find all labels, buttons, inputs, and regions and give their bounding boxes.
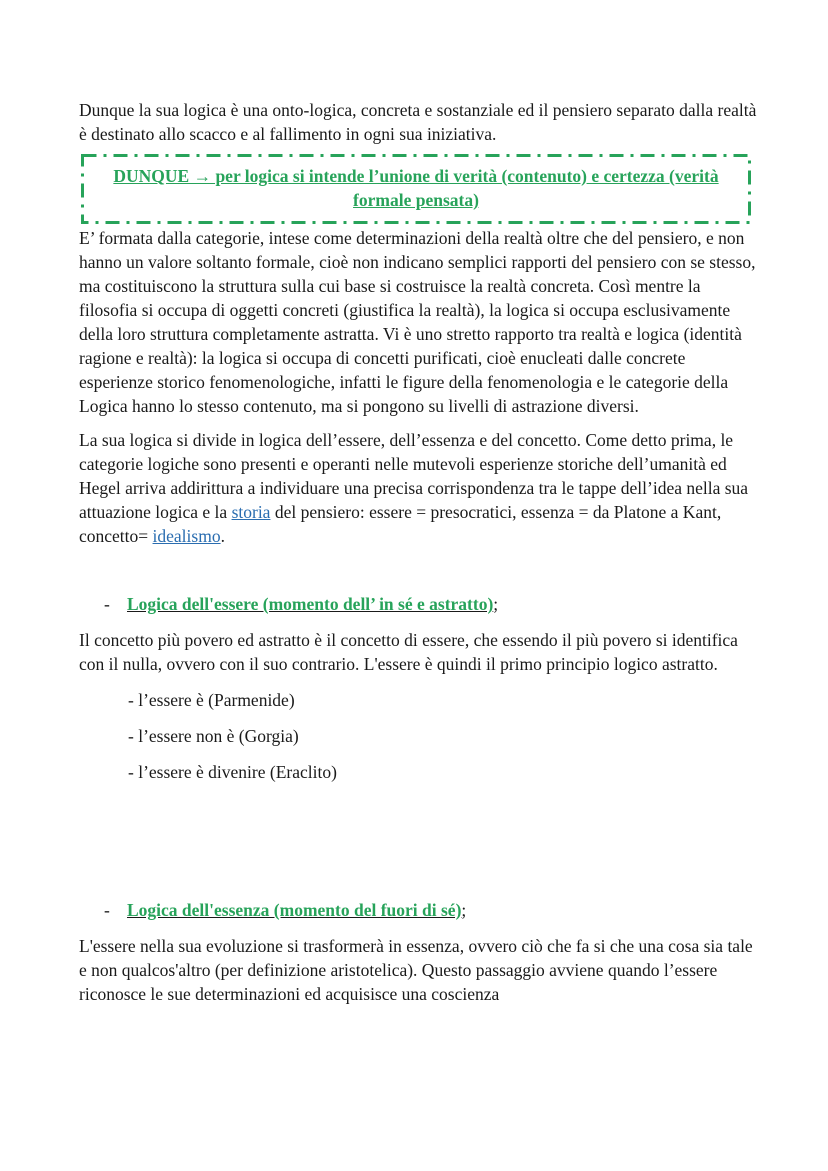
section-heading-essere [79, 592, 759, 616]
idealismo-link[interactable]: idealismo [152, 526, 221, 546]
list-item: - l’essere non è (Gorgia) [128, 726, 299, 746]
essenza-paragraph: L'essere nella sua evoluzione si trasformerà in essenza, ovvero ciò che fa si che una cosa sia tale e non qualcos'altro (per definizione aristotelica). Questo passaggio avviene quando l’essere riconosce le sue determinazioni ed acquisisce una coscienza [79, 936, 753, 1004]
section-title-essenza: Logica dell'essenza (momento del fuori di sé) [127, 900, 462, 920]
divisione-text-1: La sua logica si divide in logica dell’essere, dell’essenza e del concetto. Come detto prima, le categorie logiche sono presenti e operanti nelle mutevoli esperienze storiche dell’umanità ed Hegel arriva addirittura a individuare una precisa corrispondenza tra le tappe dell’idea nella sua attuazione logica e la [79, 430, 749, 522]
categorie-paragraph: E’ formata dalla categorie, intese come determinazioni della realtà oltre che del pensiero, e non hanno un valore soltanto formale, cioè non indicano semplici rapporti del pensiero con se stesso, ma costituiscono la struttura sulla cui base si costruisce la realtà concreta. Così mentre la filosofia si occupa di oggetti concreti (giustifica la realtà), la logica si occupa esclusivamente della loro struttura completamente astratta. Vi è uno stretto rapporto tra realtà e logica (identità ragione e realtà): la logica si occupa di concetti purificati, cioè enucleati dalle concrete esperienze storico fenomenologiche, infatti le figure della fenomenologia e le categorie della Logica hanno lo stesso contenuto, ma si pongono su livelli di astrazione diversi. [79, 228, 756, 416]
divisione-text-2: del pensiero: essere = presocratici, essenza = da Platone a Kant, concetto= [79, 502, 722, 546]
section-heading-essenza [79, 898, 759, 922]
document-page [79, 98, 759, 1006]
section-title-essere: Logica dell'essere (momento dell’ in sé e astratto) [127, 594, 494, 614]
callout-text: DUNQUE → per logica si intende l’unione di verità (contenuto) e certezza (verità formale pensata) [113, 166, 719, 210]
callout-box [81, 154, 751, 224]
bullet-dash: - [104, 900, 110, 920]
bullet-dash: - [104, 594, 110, 614]
essere-list [79, 688, 759, 784]
storia-link[interactable]: storia [231, 502, 271, 522]
intro-paragraph: Dunque la sua logica è una onto-logica, concreta e sostanziale ed il pensiero separato dalla realtà è destinato allo scacco e al fallimento in ogni sua iniziativa. [79, 100, 757, 144]
section-suffix: ; [461, 900, 467, 920]
list-item: - l’essere è divenire (Eraclito) [128, 762, 337, 782]
divisione-paragraph [79, 428, 759, 548]
section-suffix: ; [493, 594, 499, 614]
divisione-text-3: . [220, 526, 225, 546]
list-item: - l’essere è (Parmenide) [128, 690, 295, 710]
essere-paragraph: Il concetto più povero ed astratto è il concetto di essere, che essendo il più povero si identifica con il nulla, ovvero con il suo contrario. L'essere è quindi il primo principio logico astratto. [79, 630, 738, 674]
